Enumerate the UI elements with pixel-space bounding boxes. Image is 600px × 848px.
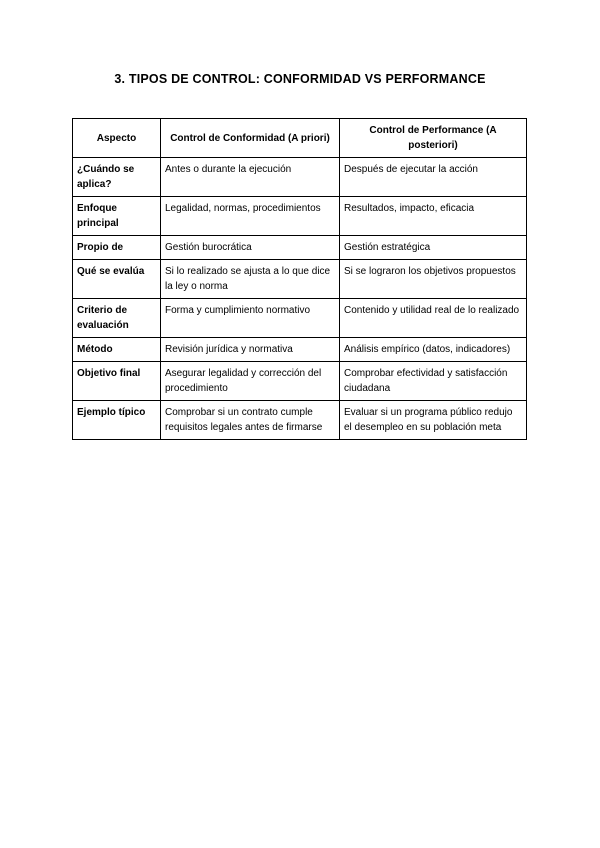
row-performance-cell: Comprobar efectividad y satisfacción ciudadana [340,362,527,401]
comparison-table [72,118,527,440]
row-performance-cell: Después de ejecutar la acción [340,158,527,197]
row-conformidad-cell: Gestión burocrática [161,236,340,260]
header-aspecto: Aspecto [73,119,161,158]
header-conformidad: Control de Conformidad (A priori) [161,119,340,158]
row-conformidad-cell: Revisión jurídica y normativa [161,338,340,362]
row-performance-cell: Contenido y utilidad real de lo realizado [340,299,527,338]
row-conformidad-cell: Antes o durante la ejecución [161,158,340,197]
table-row [73,197,527,236]
row-performance-cell: Evaluar si un programa público redujo el desempleo en su población meta [340,401,527,440]
table-row [73,158,527,197]
page-title: 3. TIPOS DE CONTROL: CONFORMIDAD VS PERFORMANCE [114,72,486,86]
row-performance-cell: Si se lograron los objetivos propuestos [340,260,527,299]
table-row [73,338,527,362]
table-row [73,362,527,401]
table-row [73,401,527,440]
row-conformidad-cell: Legalidad, normas, procedimientos [161,197,340,236]
row-aspect: Objetivo final [73,362,161,401]
row-aspect: Enfoque principal [73,197,161,236]
table-row [73,260,527,299]
row-aspect: Ejemplo típico [73,401,161,440]
row-conformidad-cell: Comprobar si un contrato cumple requisitos legales antes de firmarse [161,401,340,440]
row-aspect: ¿Cuándo se aplica? [73,158,161,197]
row-aspect: Qué se evalúa [73,260,161,299]
row-performance-cell: Análisis empírico (datos, indicadores) [340,338,527,362]
row-conformidad-cell: Asegurar legalidad y corrección del procedimiento [161,362,340,401]
row-conformidad-cell: Si lo realizado se ajusta a lo que dice la ley o norma [161,260,340,299]
table-row [73,236,527,260]
row-performance-cell: Gestión estratégica [340,236,527,260]
row-aspect: Criterio de evaluación [73,299,161,338]
header-performance: Control de Performance (A posteriori) [340,119,527,158]
table-row [73,299,527,338]
row-aspect: Propio de [73,236,161,260]
row-performance-cell: Resultados, impacto, eficacia [340,197,527,236]
row-conformidad-cell: Forma y cumplimiento normativo [161,299,340,338]
row-aspect: Método [73,338,161,362]
table-header-row [73,119,527,158]
